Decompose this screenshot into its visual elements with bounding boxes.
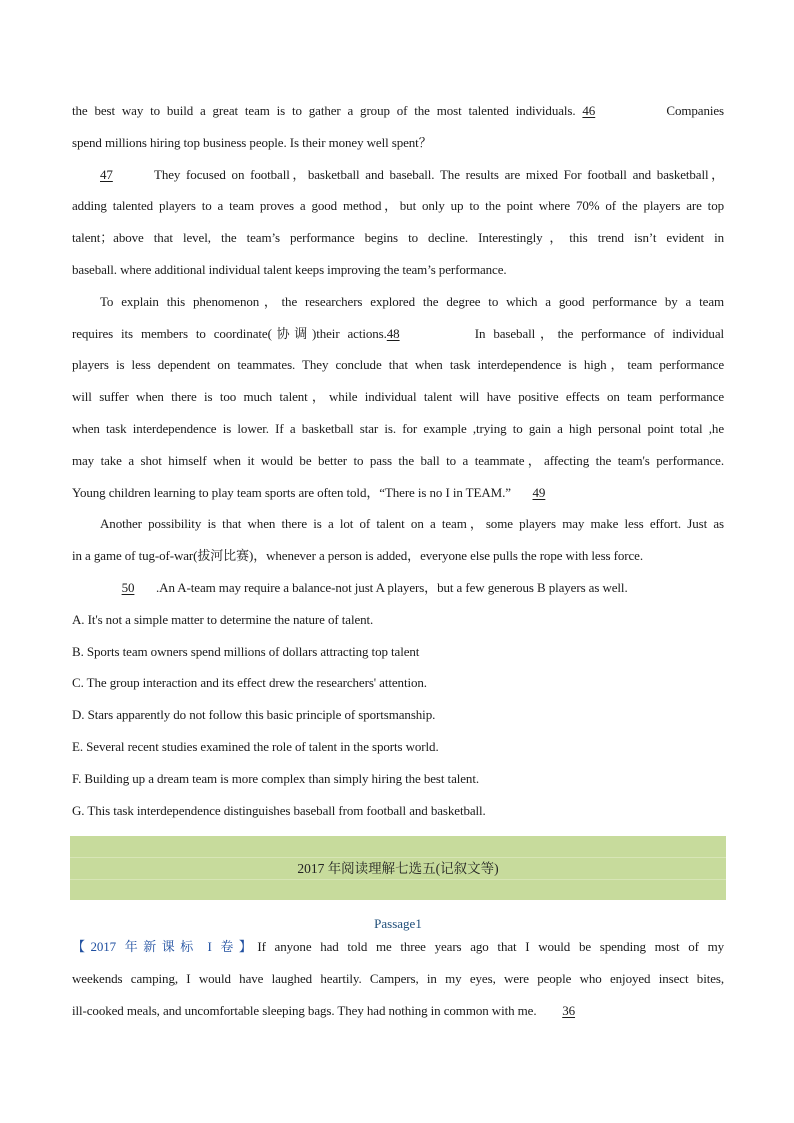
text-run: If anyone had told me three years ago that I would be spending most of my bbox=[257, 939, 724, 955]
paragraph-line: may take a shot himself when it would be better to pass the ball to a teammate，affecting the team's performance. bbox=[72, 452, 724, 468]
paragraph-line: talent；above that level, the team’s performance begins to decline. Interestingly，this trend isn’t evident in bbox=[72, 230, 724, 246]
paragraph-line: Another possibility is that when there is a lot of talent on a team，some players may make less effort. Just as bbox=[100, 516, 724, 532]
answer-blank-49: 49 bbox=[532, 484, 546, 500]
answer-blank-47: 47 bbox=[100, 166, 113, 182]
paragraph-line: adding talented players to a team proves a good method，but only up to the point where 70% of the players are top bbox=[72, 198, 724, 214]
passage-label: Passage1 bbox=[374, 916, 422, 932]
option-item: D. Stars apparently do not follow this basic principle of sportsmanship. bbox=[72, 707, 436, 723]
option-item: F. Building up a dream team is more complex than simply hiring the best talent. bbox=[72, 770, 479, 786]
text-run: Young children learning to play team sports are often told，“There is no I in TEAM.” bbox=[72, 484, 511, 500]
paragraph-line bbox=[72, 162, 724, 194]
paragraph-line: spend millions hiring top business people. Is their money well spent？ bbox=[72, 134, 432, 150]
text-run: the best way to build a great team is to gather a group of the most talented individuals. bbox=[72, 103, 583, 118]
paragraph-line bbox=[72, 998, 724, 1030]
paragraph-line bbox=[72, 98, 724, 130]
document-body bbox=[72, 98, 724, 1030]
section-banner bbox=[70, 836, 726, 900]
answer-blank-36: 36 bbox=[562, 1002, 576, 1018]
option-item: G. This task interdependence distinguishes baseball from football and basketball. bbox=[72, 802, 486, 818]
paragraph-line: in a game of tug-of-war(拔河比赛)，whenever a person is added，everyone else pulls the rope with less force. bbox=[72, 548, 643, 564]
source-label: 【2017 年新课标 I 卷】 bbox=[72, 939, 258, 955]
option-item: A. It's not a simple matter to determine the nature of talent. bbox=[72, 611, 374, 627]
option-item: B. Sports team owners spend millions of dollars attracting top talent bbox=[72, 643, 420, 659]
answer-blank-48: 48 bbox=[386, 325, 400, 341]
paragraph-line bbox=[72, 321, 724, 353]
paragraph-line bbox=[72, 934, 724, 966]
text-run: They focused on football，basketball and baseball. The results are mixed For football and basketball， bbox=[154, 166, 724, 182]
paragraph-line: will suffer when there is too much talent，while individual talent will have positive effects on team performance bbox=[72, 389, 724, 405]
paragraph-line: To explain this phenomenon，the researchers explored the degree to which a good performance by a team bbox=[100, 293, 724, 309]
paragraph-line: baseball. where additional individual talent keeps improving the team’s performance. bbox=[72, 261, 507, 277]
paragraph-line bbox=[72, 575, 724, 607]
text-run: Companies bbox=[666, 103, 724, 118]
option-item: E. Several recent studies examined the role of talent in the sports world. bbox=[72, 738, 439, 754]
section-title: 2017 年阅读理解七选五(记叙文等) bbox=[297, 861, 499, 877]
text-run: requires its members to coordinate(协调)their actions. bbox=[72, 325, 387, 341]
option-list bbox=[72, 607, 724, 830]
text-run: .An A-team may require a balance-not just A players，but a few generous B players as well. bbox=[156, 579, 628, 595]
paragraph-line: players is less dependent on teammates. They conclude that when task interdependence is high，team performance bbox=[72, 357, 724, 373]
paragraph-line: when task interdependence is lower. If a basketball star is. for example ,trying to gain a high personal point total ,he bbox=[72, 420, 724, 436]
paragraph-line bbox=[72, 480, 724, 512]
answer-blank-50: 50 bbox=[121, 579, 135, 595]
banner-divider bbox=[70, 879, 726, 880]
text-run: ill-cooked meals, and uncomfortable sleeping bags. They had nothing in common with me. bbox=[72, 1002, 540, 1018]
paragraph-line: weekends camping, I would have laughed heartily. Campers, in my eyes, were people who enjoyed insect bites, bbox=[72, 971, 724, 987]
answer-blank-46: 46 bbox=[582, 103, 596, 118]
option-item: C. The group interaction and its effect drew the researchers' attention. bbox=[72, 675, 427, 691]
text-run: In baseball，the performance of individual bbox=[474, 325, 724, 341]
